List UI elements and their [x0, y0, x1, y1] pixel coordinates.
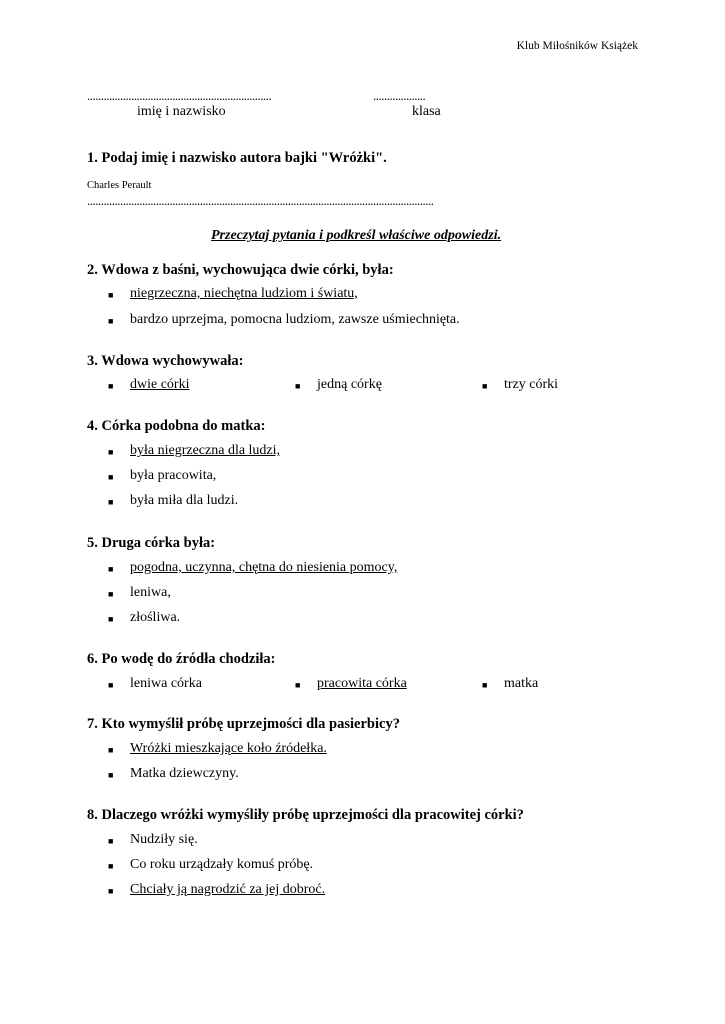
q5-option-2-text: leniwa, — [130, 585, 171, 600]
q3-option-3-text: trzy córki — [504, 377, 559, 392]
q4-option-1-text: była niegrzeczna dla ludzi, — [130, 443, 281, 458]
q4-option-2-text: była pracowita, — [130, 468, 217, 483]
bullet-icon: ■ — [108, 589, 114, 599]
bullet-icon: ■ — [108, 680, 114, 690]
question-8: 8. Dlaczego wróżki wymyśliły próbę uprzejmości dla pracowitej córki? — [87, 807, 524, 823]
name-label: imię i nazwisko — [137, 104, 226, 119]
bullet-icon: ■ — [108, 497, 114, 507]
q7-option-2-text: Matka dziewczyny. — [130, 766, 239, 781]
question-7: 7. Kto wymyślił próbę uprzejmości dla pasierbicy? — [87, 716, 400, 732]
question-4: 4. Córka podobna do matka: — [87, 418, 266, 434]
bullet-icon: ■ — [108, 861, 114, 871]
bullet-icon: ■ — [295, 680, 301, 690]
bullet-icon: ■ — [108, 381, 114, 391]
bullet-icon: ■ — [108, 886, 114, 896]
bullet-icon: ■ — [482, 680, 488, 690]
class-dotted-line[interactable]: ................... — [373, 88, 426, 103]
bullet-icon: ■ — [108, 316, 114, 326]
name-dotted-line[interactable]: ................................................................... — [87, 88, 272, 103]
question-6: 6. Po wodę do źródła chodziła: — [87, 651, 276, 667]
question-2: 2. Wdowa z baśni, wychowująca dwie córki, była: — [87, 262, 394, 278]
question-1: 1. Podaj imię i nazwisko autora bajki "Wróżki". — [87, 150, 387, 166]
q6-option-3-text: matka — [504, 676, 539, 691]
bullet-icon: ■ — [108, 745, 114, 755]
question-3: 3. Wdowa wychowywała: — [87, 353, 244, 369]
q6-option-2-text: pracowita córka — [317, 676, 407, 691]
q2-option-2-text: bardzo uprzejma, pomocna ludziom, zawsze uśmiechnięta. — [130, 312, 460, 327]
answer-1-dotted-line[interactable]: .............................................................................................................................. — [87, 193, 434, 208]
q8-option-1-text: Nudziły się. — [130, 832, 198, 847]
q6-option-1-text: leniwa córka — [130, 676, 202, 691]
instruction: Przeczytaj pytania i podkreśl właściwe odpowiedzi. — [211, 228, 502, 243]
bullet-icon: ■ — [108, 836, 114, 846]
q8-option-3-text: Chciały ją nagrodzić za jej dobroć. — [130, 882, 326, 897]
bullet-icon: ■ — [108, 770, 114, 780]
bullet-icon: ■ — [108, 614, 114, 624]
bullet-icon: ■ — [108, 564, 114, 574]
q4-option-3-text: była miła dla ludzi. — [130, 493, 239, 508]
bullet-icon: ■ — [108, 447, 114, 457]
answer-1: Charles Perault — [87, 180, 152, 191]
club-header: Klub Miłośników Książek — [516, 40, 638, 52]
q7-option-1-text: Wróżki mieszkające koło źródełka. — [130, 741, 327, 756]
q3-option-1-text: dwie córki — [130, 377, 190, 392]
bullet-icon: ■ — [108, 290, 114, 300]
q5-option-3-text: złośliwa. — [130, 610, 181, 625]
q3-option-2-text: jedną córkę — [317, 377, 382, 392]
class-label: klasa — [412, 104, 441, 119]
bullet-icon: ■ — [482, 381, 488, 391]
question-5: 5. Druga córka była: — [87, 535, 216, 551]
q5-option-1-text: pogodna, uczynna, chętna do niesienia pomocy, — [130, 560, 398, 575]
bullet-icon: ■ — [295, 381, 301, 391]
q2-option-1-text: niegrzeczna, niechętna ludziom i światu, — [130, 286, 358, 301]
q8-option-2-text: Co roku urządzały komuś próbę. — [130, 857, 314, 872]
bullet-icon: ■ — [108, 472, 114, 482]
